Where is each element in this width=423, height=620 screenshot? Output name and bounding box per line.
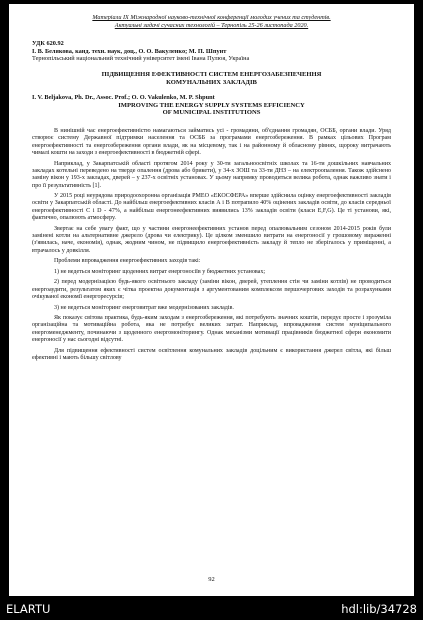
udk-code: УДК 620.92 xyxy=(32,40,64,47)
affiliation: Тернопільський національний технічний університет імені Івана Пулюя, Україна xyxy=(32,55,250,63)
title-en-line-1: IMPROVING THE ENERGY SUPPLY SYSTEMS EFFICIENCY xyxy=(118,101,305,109)
list-item: 3) не ведеться моніторинг енерговитрат вже модернізованих закладів. xyxy=(54,304,234,311)
title-ua-line-2: КОМУНАЛЬНИХ ЗАКЛАДІВ xyxy=(166,79,257,87)
title-en-line-2: OF MUNICIPAL INSTITUTIONS xyxy=(162,109,261,117)
document-page xyxy=(9,4,414,596)
handle-label: hdl:lib/34728 xyxy=(341,602,417,616)
authors-en: I. V. Beljakova, Ph. Dr., Assoc. Prof.; O. O. Vakulenko, M. P. Shpunt xyxy=(32,94,215,102)
paragraph: Як показує світова практика, будь-яким заходам з енергозбереження, які потребують значних коштів, передує просте і зрозуміла організаційна та мотиваційна робота, яка не потребує великих затрат. Наприклад, впровадження систем муніципального енергоменеджменту, починаючи з щоденного енергомоніторингу. Однак механізми мотивації працівників бюджетної сфери економити енергоносії у нас сьогодні відсутні. xyxy=(32,315,391,344)
paragraph: У 2015 році неурядова природоохоронна організація РМЕО «ЕКОСФЕРА» вперше здійснила оцінку енергоефективності закладів освіти у Закарпатській області. До найбільш енергоефективних класів А і В потрапило 40% оцінених закладів освіти, до класів середньої енергоефективності С і D - 47%, а найбільш енергонеефективних виявились 13% закладів освіти (класи E,F,G). Це ті установи, які, фактично, опалюють атмосферу. xyxy=(32,193,391,222)
paragraph: Звертає на себе увагу факт, що у частини енергонеефективних установ перед опалювальним сезоном 2014-2015 років були замінені котли на альтернативне джерело (дрова чи електрику). Це цілком зменшило витрати на енергоносії у грошовому вираженні (з'явилась, наче, економія), однак, жодним чином, не підвищило енергоефективність закладу й тепло не зберігалось у приміщенні, а втрачалось у довкілля. xyxy=(32,225,391,254)
page-content xyxy=(32,14,391,583)
paragraph: Наприклад, у Закарпатській області протягом 2014 року у 30-ти загальноосвітніх школах та 16-ти дошкільних навчальних закладах котельні переведено на тверде опалення (дрова або брикети), у 34-х ЗОШ та 33-ти ДНЗ – на електроопалення. Також здійснено заміну вікон у 193-х закладах, дверей – у 237-х освітніх установах. У цьому напрямку проводиться велика робота, однак важливо знати і про її результативність [1]. xyxy=(32,160,391,189)
paragraph: В нинішній час енергоефективністю намагаються займатись усі - громадяни, об'єднання громадян, ОСББ, органи влади. Уряд створює систему Державної підтримки населення та ОСББ за програмами енергозбереження. В рамках цільових Програм енергоефективності та енергозбереження органи влади, як на місцевому, так і на районному й обласному рівнях, щороку витрачають чималі кошти на заходи з енергоефективності в бюджетній сфері. xyxy=(32,128,391,157)
paragraph: Для підвищення ефективності систем освітлення комунальних закладів доцільним є використання джерел світла, які більш ефективні і мають більшу світлову xyxy=(32,347,391,361)
repository-label: ELARTU xyxy=(6,602,51,616)
list-item: 1) не ведеться моніторинг щоденних витрат енергоносіїв у бюджетних установах; xyxy=(54,268,266,275)
title-en xyxy=(32,102,391,117)
title-ua xyxy=(32,71,391,87)
article-meta xyxy=(32,40,391,63)
header-line-2: Актуальні задачі сучасних технологій – Тернопіль 25-26 листопада 2020. xyxy=(114,22,309,29)
authors-en-block xyxy=(32,94,391,102)
viewer-footer-bar xyxy=(0,596,423,620)
authors-ua: І. В. Белякова, канд. техн. наук, доц., О. О. Вакуленко; М. П. Шпунт xyxy=(32,47,227,55)
header-line-1: Матеріали IX Міжнародної науково-технічної конференції молодих учених та студентів. xyxy=(92,14,331,21)
conference-header xyxy=(32,14,391,30)
article-body xyxy=(32,128,391,362)
page-number: 92 xyxy=(208,576,215,583)
title-ua-line-1: ПІДВИЩЕННЯ ЕФЕКТИВНОСТІ СИСТЕМ ЕНЕРГОЗАБЕЗПЕЧЕННЯ xyxy=(101,71,322,79)
paragraph: Проблеми впровадження енергоефективних заходів такі: xyxy=(54,258,201,265)
list-item: 2) перед модернізацією будь-якого освітнього закладу (заміни вікон, дверей, утеплення стін чи заміни котлів) не проводиться енергоаудити, результатом яких є чітка проектна документація з аргументованим комплексом першочергових заходів та розрахунками очікуваної економії енергоресурсів; xyxy=(32,279,391,300)
